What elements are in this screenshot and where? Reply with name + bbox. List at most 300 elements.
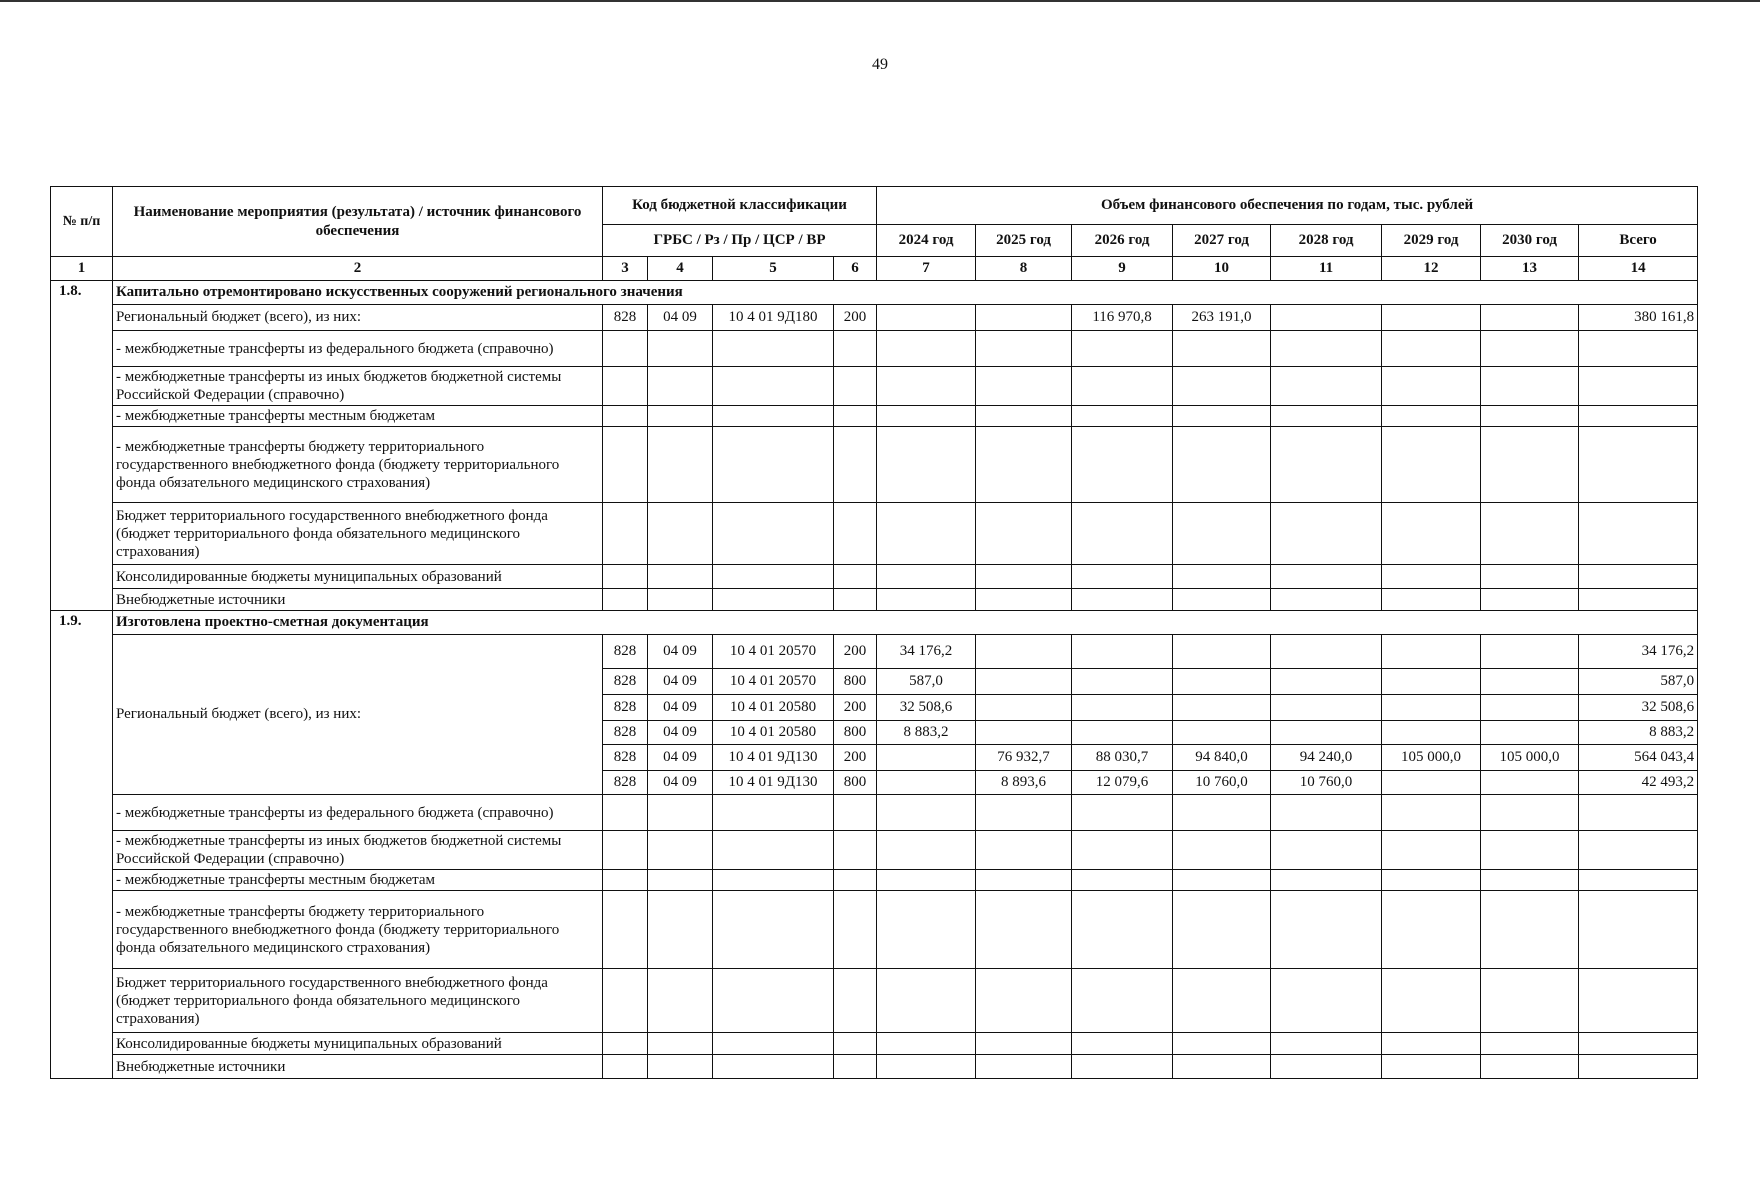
empty-cell: [1481, 406, 1579, 427]
header-index-2: 2: [113, 257, 603, 281]
empty-cell: [1481, 795, 1579, 831]
empty-cell: [1173, 503, 1271, 565]
amount-v2024: 8 883,2: [877, 721, 976, 745]
empty-cell: [834, 503, 877, 565]
empty-cell: [976, 367, 1072, 406]
funding-source-label: Внебюджетные источники: [113, 1055, 603, 1079]
empty-cell: [1481, 969, 1579, 1033]
csr-code: 10 4 01 9Д130: [713, 771, 834, 795]
empty-cell: [877, 503, 976, 565]
empty-cell: [1382, 891, 1481, 969]
empty-cell: [1579, 891, 1698, 969]
header-index-3: 3: [603, 257, 648, 281]
empty-cell: [603, 406, 648, 427]
empty-cell: [603, 589, 648, 611]
funding-source-row: [51, 795, 1698, 831]
empty-cell: [877, 1033, 976, 1055]
amount-v2025: [976, 695, 1072, 721]
header-index-7: 7: [877, 257, 976, 281]
empty-cell: [1072, 565, 1173, 589]
empty-cell: [648, 969, 713, 1033]
header-index-6: 6: [834, 257, 877, 281]
header-index-13: 13: [1481, 257, 1579, 281]
empty-cell: [1382, 565, 1481, 589]
funding-source-label: Консолидированные бюджеты муниципальных образований: [113, 1033, 603, 1055]
empty-cell: [834, 331, 877, 367]
empty-cell: [1072, 589, 1173, 611]
empty-cell: [1173, 367, 1271, 406]
empty-cell: [976, 427, 1072, 503]
empty-cell: [976, 503, 1072, 565]
page-number: 49: [872, 56, 888, 73]
amount-v2026: [1072, 721, 1173, 745]
csr-code: 10 4 01 20580: [713, 695, 834, 721]
empty-cell: [1579, 969, 1698, 1033]
empty-cell: [1382, 870, 1481, 891]
empty-cell: [713, 831, 834, 870]
funding-source-label: Консолидированные бюджеты муниципальных образований: [113, 565, 603, 589]
amount-v2028: [1271, 695, 1382, 721]
empty-cell: [1579, 503, 1698, 565]
amount-v2024: [877, 771, 976, 795]
rz-pr-code: 04 09: [648, 771, 713, 795]
amount-total: 587,0: [1579, 669, 1698, 695]
empty-cell: [1481, 331, 1579, 367]
amount-total: 380 161,8: [1579, 305, 1698, 331]
header-index-11: 11: [1271, 257, 1382, 281]
empty-cell: [648, 503, 713, 565]
empty-cell: [834, 969, 877, 1033]
funding-source-label: - межбюджетные трансферты бюджету территориального государственного внебюджетного фонда (бюджету территориального фонда обязательного медицинского страхования): [113, 891, 603, 969]
amount-v2030: [1481, 669, 1579, 695]
section-title: Изготовлена проектно-сметная документация: [113, 611, 1698, 635]
empty-cell: [976, 406, 1072, 427]
empty-cell: [1382, 1033, 1481, 1055]
funding-source-row: [51, 406, 1698, 427]
empty-cell: [1271, 331, 1382, 367]
empty-cell: [834, 831, 877, 870]
header-index-12: 12: [1382, 257, 1481, 281]
amount-v2025: [976, 669, 1072, 695]
empty-cell: [1382, 503, 1481, 565]
section-num: 1.8.: [51, 281, 113, 611]
empty-cell: [1072, 870, 1173, 891]
funding-source-label: - межбюджетные трансферты местным бюджетам: [113, 406, 603, 427]
empty-cell: [877, 406, 976, 427]
empty-cell: [1382, 331, 1481, 367]
empty-cell: [877, 831, 976, 870]
empty-cell: [603, 565, 648, 589]
empty-cell: [834, 1033, 877, 1055]
header-year-6: 2030 год: [1481, 225, 1579, 257]
empty-cell: [713, 331, 834, 367]
empty-cell: [1072, 406, 1173, 427]
header-year-4: 2028 год: [1271, 225, 1382, 257]
empty-cell: [1382, 589, 1481, 611]
funding-source-label: - межбюджетные трансферты из иных бюджетов бюджетной системы Российской Федерации (справочно): [113, 367, 603, 406]
amount-v2030: [1481, 721, 1579, 745]
empty-cell: [1173, 1055, 1271, 1079]
empty-cell: [1579, 795, 1698, 831]
empty-cell: [1579, 427, 1698, 503]
amount-v2025: [976, 721, 1072, 745]
empty-cell: [1382, 831, 1481, 870]
empty-cell: [834, 427, 877, 503]
vr-code: 800: [834, 771, 877, 795]
empty-cell: [648, 565, 713, 589]
empty-cell: [648, 1055, 713, 1079]
funding-source-label: - межбюджетные трансферты из федерального бюджета (справочно): [113, 331, 603, 367]
empty-cell: [1271, 969, 1382, 1033]
empty-cell: [1173, 870, 1271, 891]
amount-v2026: 12 079,6: [1072, 771, 1173, 795]
empty-cell: [648, 891, 713, 969]
amount-v2029: [1382, 305, 1481, 331]
empty-cell: [976, 1033, 1072, 1055]
amount-v2026: 116 970,8: [1072, 305, 1173, 331]
amount-v2025: 76 932,7: [976, 745, 1072, 771]
vr-code: 200: [834, 305, 877, 331]
empty-cell: [1173, 969, 1271, 1033]
amount-v2028: [1271, 635, 1382, 669]
grbs-code: 828: [603, 635, 648, 669]
header-index-5: 5: [713, 257, 834, 281]
amount-v2024: 34 176,2: [877, 635, 976, 669]
empty-cell: [976, 589, 1072, 611]
empty-cell: [976, 565, 1072, 589]
amount-v2026: 88 030,7: [1072, 745, 1173, 771]
empty-cell: [1382, 367, 1481, 406]
empty-cell: [877, 870, 976, 891]
funding-source-label: Бюджет территориального государственного внебюджетного фонда (бюджет территориального фонда обязательного медицинского страхования): [113, 969, 603, 1033]
amount-v2027: [1173, 635, 1271, 669]
empty-cell: [713, 503, 834, 565]
funding-source-row: [51, 831, 1698, 870]
amount-v2026: [1072, 669, 1173, 695]
amount-v2024: 587,0: [877, 669, 976, 695]
empty-cell: [603, 367, 648, 406]
amount-v2028: 94 240,0: [1271, 745, 1382, 771]
vr-code: 800: [834, 669, 877, 695]
empty-cell: [1072, 503, 1173, 565]
amount-v2029: 105 000,0: [1382, 745, 1481, 771]
amount-v2025: 8 893,6: [976, 771, 1072, 795]
empty-cell: [1173, 1033, 1271, 1055]
header-name: Наименование мероприятия (результата) / источник финансового обеспечения: [113, 187, 603, 257]
amount-v2028: [1271, 721, 1382, 745]
amount-total: 42 493,2: [1579, 771, 1698, 795]
empty-cell: [1072, 891, 1173, 969]
empty-cell: [1271, 427, 1382, 503]
empty-cell: [1382, 1055, 1481, 1079]
empty-cell: [1173, 406, 1271, 427]
empty-cell: [1271, 891, 1382, 969]
empty-cell: [834, 367, 877, 406]
funding-source-label: Внебюджетные источники: [113, 589, 603, 611]
empty-cell: [648, 427, 713, 503]
empty-cell: [877, 565, 976, 589]
amount-v2029: [1382, 669, 1481, 695]
empty-cell: [603, 795, 648, 831]
empty-cell: [1173, 891, 1271, 969]
amount-v2027: [1173, 695, 1271, 721]
empty-cell: [1481, 367, 1579, 406]
top-rule: [0, 0, 1760, 2]
empty-cell: [1481, 565, 1579, 589]
empty-cell: [1271, 831, 1382, 870]
empty-cell: [713, 870, 834, 891]
amount-v2030: [1481, 695, 1579, 721]
header-index-4: 4: [648, 257, 713, 281]
empty-cell: [1173, 831, 1271, 870]
amount-total: 564 043,4: [1579, 745, 1698, 771]
funding-source-row: [51, 589, 1698, 611]
amount-v2025: [976, 305, 1072, 331]
empty-cell: [603, 331, 648, 367]
empty-cell: [834, 589, 877, 611]
header-year-0: 2024 год: [877, 225, 976, 257]
empty-cell: [603, 503, 648, 565]
amount-v2030: [1481, 771, 1579, 795]
amount-v2027: [1173, 721, 1271, 745]
empty-cell: [603, 1033, 648, 1055]
grbs-code: 828: [603, 745, 648, 771]
funding-source-label: - межбюджетные трансферты местным бюджетам: [113, 870, 603, 891]
empty-cell: [1271, 795, 1382, 831]
empty-cell: [713, 427, 834, 503]
empty-cell: [877, 331, 976, 367]
empty-cell: [713, 406, 834, 427]
empty-cell: [834, 565, 877, 589]
funding-source-row: [51, 503, 1698, 565]
empty-cell: [976, 891, 1072, 969]
vr-code: 200: [834, 695, 877, 721]
amount-v2027: 263 191,0: [1173, 305, 1271, 331]
header-year-2: 2026 год: [1072, 225, 1173, 257]
vr-code: 800: [834, 721, 877, 745]
empty-cell: [1579, 1033, 1698, 1055]
regional-budget-label: Региональный бюджет (всего), из них:: [113, 635, 603, 795]
rz-pr-code: 04 09: [648, 669, 713, 695]
amount-v2026: [1072, 635, 1173, 669]
empty-cell: [603, 1055, 648, 1079]
header-volume: Объем финансового обеспечения по годам, тыс. рублей: [877, 187, 1698, 225]
empty-cell: [1579, 870, 1698, 891]
header-year-7: Всего: [1579, 225, 1698, 257]
empty-cell: [877, 891, 976, 969]
amount-v2026: [1072, 695, 1173, 721]
empty-cell: [648, 367, 713, 406]
amount-v2027: 10 760,0: [1173, 771, 1271, 795]
empty-cell: [976, 1055, 1072, 1079]
empty-cell: [1173, 589, 1271, 611]
empty-cell: [1173, 331, 1271, 367]
empty-cell: [1382, 427, 1481, 503]
empty-cell: [603, 891, 648, 969]
amount-v2024: 32 508,6: [877, 695, 976, 721]
header-num: № п/п: [51, 187, 113, 257]
empty-cell: [1579, 406, 1698, 427]
regional-budget-row: [51, 305, 1698, 331]
empty-cell: [976, 795, 1072, 831]
empty-cell: [877, 795, 976, 831]
empty-cell: [1382, 969, 1481, 1033]
empty-cell: [713, 795, 834, 831]
funding-source-label: - межбюджетные трансферты из федерального бюджета (справочно): [113, 795, 603, 831]
empty-cell: [648, 870, 713, 891]
csr-code: 10 4 01 20570: [713, 635, 834, 669]
empty-cell: [834, 406, 877, 427]
empty-cell: [1579, 367, 1698, 406]
empty-cell: [1481, 891, 1579, 969]
empty-cell: [1579, 565, 1698, 589]
empty-cell: [713, 589, 834, 611]
empty-cell: [713, 367, 834, 406]
amount-v2025: [976, 635, 1072, 669]
section-title: Капитально отремонтировано искусственных сооружений регионального значения: [113, 281, 1698, 305]
empty-cell: [1579, 331, 1698, 367]
amount-v2029: [1382, 695, 1481, 721]
empty-cell: [1271, 870, 1382, 891]
header-index-9: 9: [1072, 257, 1173, 281]
funding-source-row: [51, 565, 1698, 589]
empty-cell: [1271, 589, 1382, 611]
header-code: Код бюджетной классификации: [603, 187, 877, 225]
rz-pr-code: 04 09: [648, 721, 713, 745]
empty-cell: [1481, 831, 1579, 870]
amount-v2024: [877, 305, 976, 331]
grbs-code: 828: [603, 669, 648, 695]
empty-cell: [976, 331, 1072, 367]
funding-source-row: [51, 427, 1698, 503]
empty-cell: [648, 406, 713, 427]
empty-cell: [834, 870, 877, 891]
empty-cell: [1481, 503, 1579, 565]
header-index-1: 1: [51, 257, 113, 281]
empty-cell: [1271, 406, 1382, 427]
empty-cell: [877, 969, 976, 1033]
empty-cell: [713, 1033, 834, 1055]
csr-code: 10 4 01 20580: [713, 721, 834, 745]
empty-cell: [1271, 1055, 1382, 1079]
header-index-8: 8: [976, 257, 1072, 281]
amount-v2024: [877, 745, 976, 771]
amount-v2029: [1382, 635, 1481, 669]
empty-cell: [976, 870, 1072, 891]
empty-cell: [603, 870, 648, 891]
grbs-code: 828: [603, 721, 648, 745]
empty-cell: [1382, 795, 1481, 831]
empty-cell: [1382, 406, 1481, 427]
funding-source-row: [51, 891, 1698, 969]
header-index-14: 14: [1579, 257, 1698, 281]
empty-cell: [1271, 367, 1382, 406]
grbs-code: 828: [603, 305, 648, 331]
section-num: 1.9.: [51, 611, 113, 1079]
empty-cell: [834, 795, 877, 831]
csr-code: 10 4 01 20570: [713, 669, 834, 695]
rz-pr-code: 04 09: [648, 695, 713, 721]
amount-v2027: 94 840,0: [1173, 745, 1271, 771]
empty-cell: [1072, 331, 1173, 367]
section-title-row: [51, 281, 1698, 305]
section-title-row: [51, 611, 1698, 635]
empty-cell: [1579, 1055, 1698, 1079]
empty-cell: [713, 1055, 834, 1079]
amount-v2029: [1382, 771, 1481, 795]
empty-cell: [834, 891, 877, 969]
funding-source-row: [51, 331, 1698, 367]
regional-budget-row: [51, 635, 1698, 669]
empty-cell: [1481, 1055, 1579, 1079]
empty-cell: [1481, 427, 1579, 503]
empty-cell: [1072, 795, 1173, 831]
empty-cell: [1072, 427, 1173, 503]
regional-budget-label: Региональный бюджет (всего), из них:: [113, 305, 603, 331]
empty-cell: [976, 969, 1072, 1033]
empty-cell: [1173, 565, 1271, 589]
csr-code: 10 4 01 9Д130: [713, 745, 834, 771]
empty-cell: [1271, 565, 1382, 589]
empty-cell: [877, 427, 976, 503]
grbs-code: 828: [603, 771, 648, 795]
empty-cell: [1481, 870, 1579, 891]
empty-cell: [713, 891, 834, 969]
funding-source-row: [51, 969, 1698, 1033]
funding-source-label: - межбюджетные трансферты из иных бюджетов бюджетной системы Российской Федерации (справочно): [113, 831, 603, 870]
header-year-1: 2025 год: [976, 225, 1072, 257]
amount-total: 32 508,6: [1579, 695, 1698, 721]
amount-v2028: 10 760,0: [1271, 771, 1382, 795]
empty-cell: [877, 1055, 976, 1079]
funding-source-label: - межбюджетные трансферты бюджету территориального государственного внебюджетного фонда (бюджету территориального фонда обязательного медицинского страхования): [113, 427, 603, 503]
funding-source-row: [51, 367, 1698, 406]
empty-cell: [1173, 795, 1271, 831]
empty-cell: [648, 795, 713, 831]
empty-cell: [1072, 367, 1173, 406]
amount-v2030: [1481, 305, 1579, 331]
vr-code: 200: [834, 745, 877, 771]
empty-cell: [603, 969, 648, 1033]
header-index-10: 10: [1173, 257, 1271, 281]
funding-source-label: Бюджет территориального государственного внебюджетного фонда (бюджет территориального фонда обязательного медицинского страхования): [113, 503, 603, 565]
rz-pr-code: 04 09: [648, 635, 713, 669]
rz-pr-code: 04 09: [648, 305, 713, 331]
amount-v2029: [1382, 721, 1481, 745]
csr-code: 10 4 01 9Д180: [713, 305, 834, 331]
empty-cell: [648, 831, 713, 870]
empty-cell: [603, 427, 648, 503]
header-year-5: 2029 год: [1382, 225, 1481, 257]
financing-table: [50, 186, 1698, 1079]
empty-cell: [1579, 589, 1698, 611]
rz-pr-code: 04 09: [648, 745, 713, 771]
empty-cell: [1271, 503, 1382, 565]
funding-source-row: [51, 1033, 1698, 1055]
amount-total: 8 883,2: [1579, 721, 1698, 745]
empty-cell: [1579, 831, 1698, 870]
amount-v2030: [1481, 635, 1579, 669]
empty-cell: [1481, 1033, 1579, 1055]
header-year-3: 2027 год: [1173, 225, 1271, 257]
empty-cell: [834, 1055, 877, 1079]
empty-cell: [1481, 589, 1579, 611]
empty-cell: [1271, 1033, 1382, 1055]
amount-v2030: 105 000,0: [1481, 745, 1579, 771]
grbs-code: 828: [603, 695, 648, 721]
funding-source-row: [51, 1055, 1698, 1079]
header-code-sub: ГРБС / Рз / Пр / ЦСР / ВР: [603, 225, 877, 257]
